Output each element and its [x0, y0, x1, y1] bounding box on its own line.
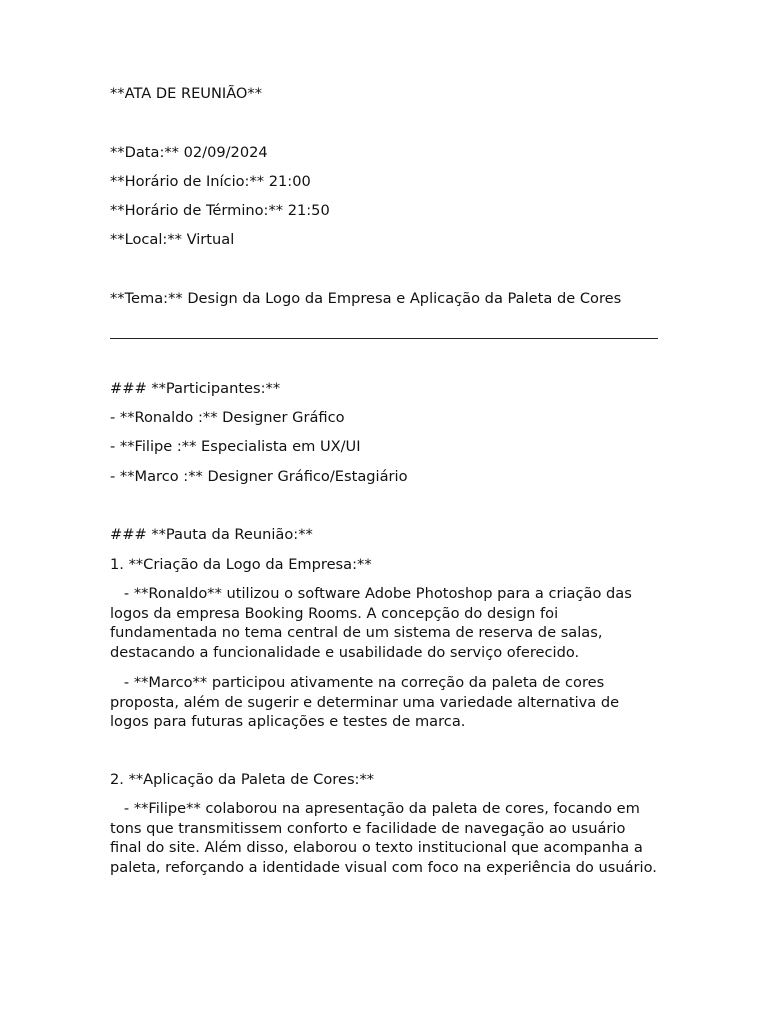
- agenda-item-paragraph: - **Marco** participou ativamente na correção da paleta de cores proposta, além de sugerir e determinar uma variedade alternativa de logos para futuras aplicações e testes de marca.: [110, 674, 624, 731]
- agenda-item-paragraph: - **Ronaldo** utilizou o software Adobe Photoshop para a criação das logos da empresa Booking Rooms. A concepção do design foi fundamentada no tema central de um sistema de reserva de salas, destacando a funcionalidade e usabilidade do serviço oferecido.: [110, 585, 637, 661]
- agenda-heading: ### **Pauta da Reunião:**: [110, 526, 313, 543]
- participant-item: - **Ronaldo :** Designer Gráfico: [110, 409, 345, 426]
- agenda-item-title: 2. **Aplicação da Paleta de Cores:**: [110, 771, 375, 788]
- participant-item: - **Filipe :** Especialista em UX/UI: [110, 438, 361, 455]
- agenda-item-title: 1. **Criação da Logo da Empresa:**: [110, 556, 372, 573]
- document-title: **ATA DE REUNIÃO**: [110, 85, 263, 102]
- participants-heading: ### **Participantes:**: [110, 380, 281, 397]
- meeting-date: **Data:** 02/09/2024: [110, 144, 268, 161]
- meeting-end-time: **Horário de Término:** 21:50: [110, 202, 330, 219]
- agenda-item-paragraph: - **Filipe** colaborou na apresentação da paleta de cores, focando em tons que transmitissem conforto e facilidade de navegação ao usuário final do site. Além disso, elaborou o texto institucional que acompanha a paleta, reforçando a identidade visual com foco na experiência do usuário.: [110, 800, 657, 876]
- meeting-theme: **Tema:** Design da Logo da Empresa e Aplicação da Paleta de Cores: [110, 290, 622, 307]
- meeting-start-time: **Horário de Início:** 21:00: [110, 173, 311, 190]
- horizontal-divider: [110, 338, 658, 339]
- participant-item: - **Marco :** Designer Gráfico/Estagiário: [110, 468, 408, 485]
- meeting-location: **Local:** Virtual: [110, 231, 235, 248]
